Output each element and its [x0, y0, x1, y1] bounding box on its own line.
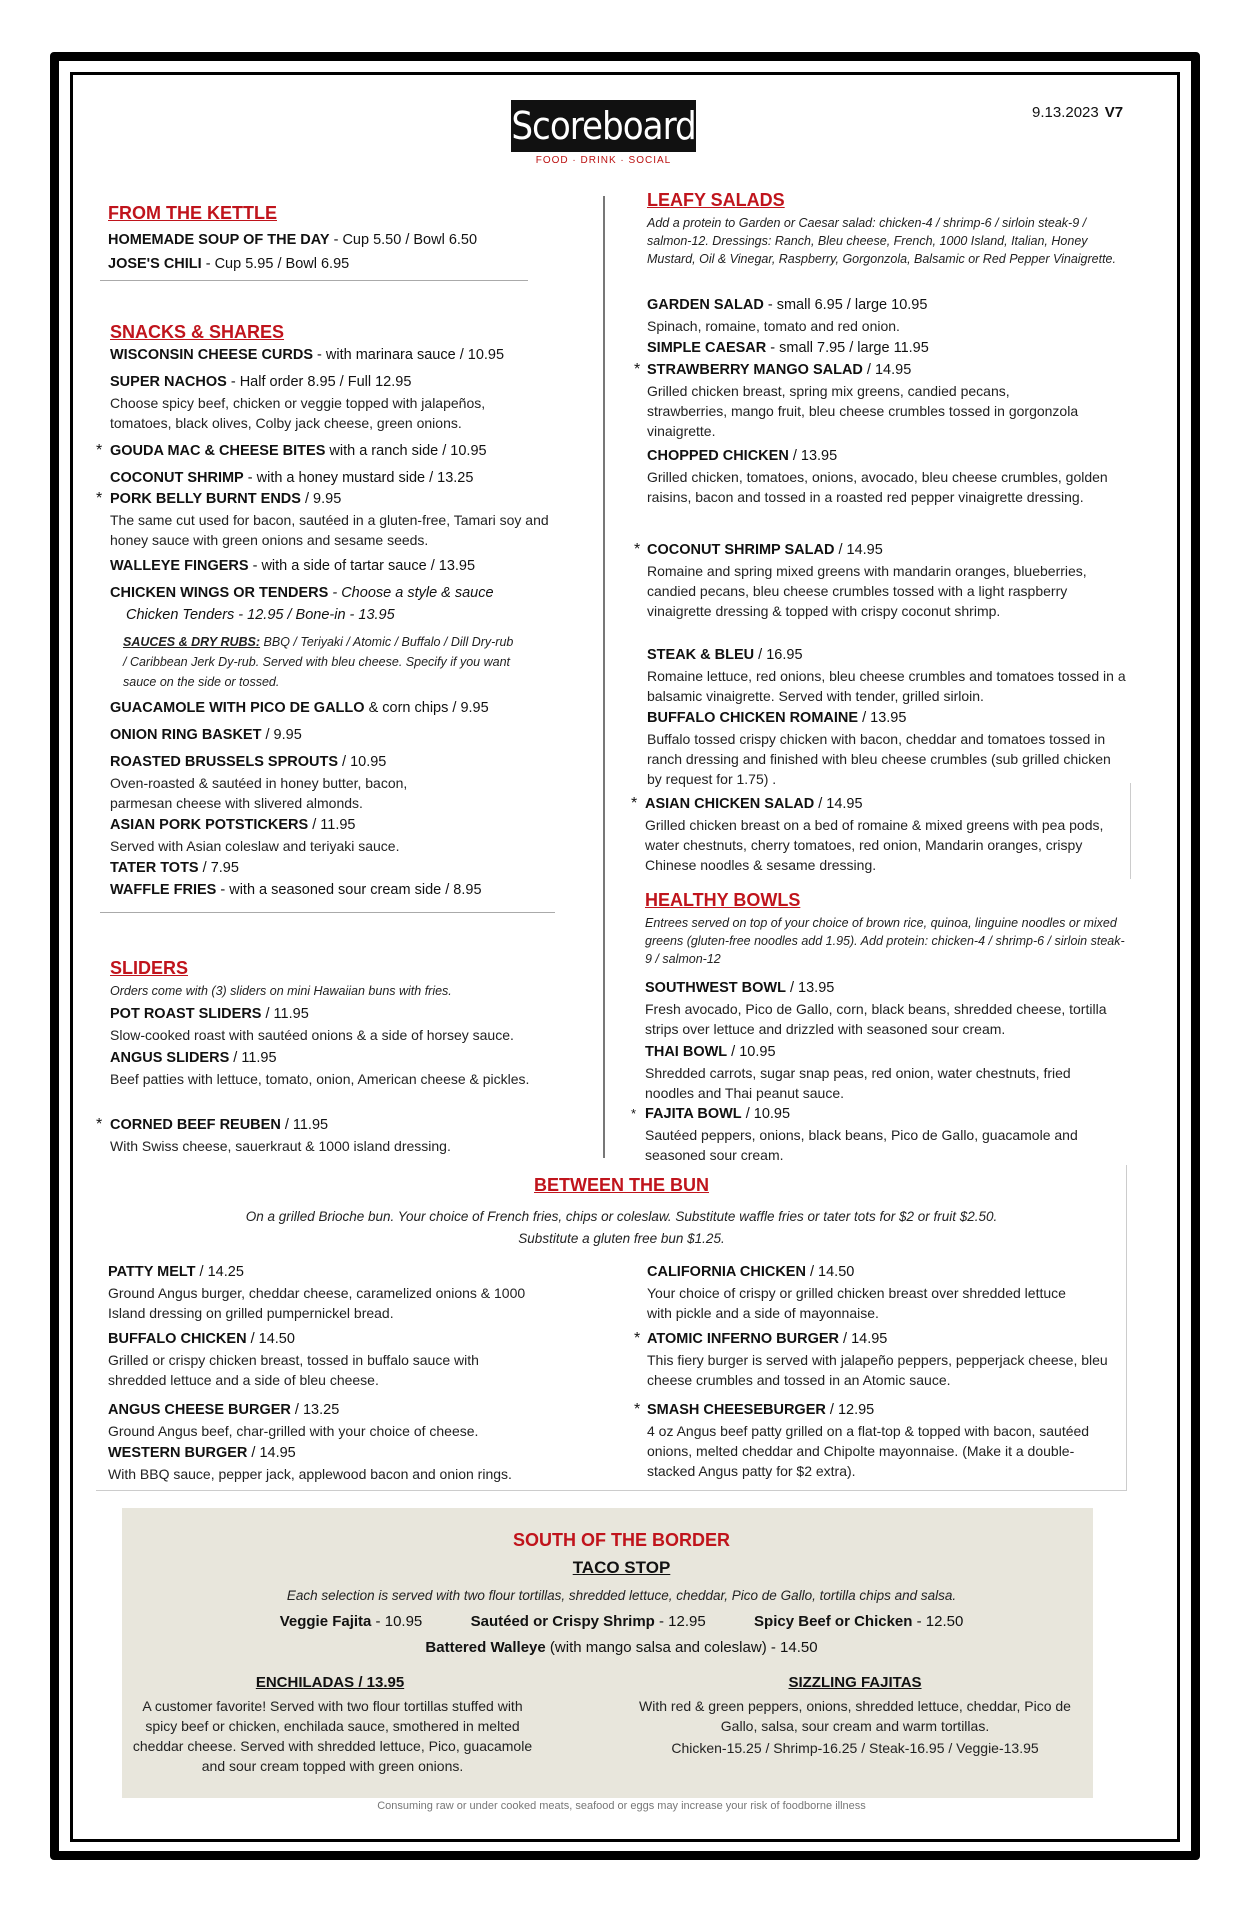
taco-walleye: Battered Walleye (with mango salsa and coleslaw) - 14.50 — [425, 1639, 818, 1656]
star-marker: * — [96, 442, 103, 459]
item-description: Grilled chicken breast, spring mix greens, candied pecans, strawberries, mango fruit, bleu cheese crumbles tossed in gorgonzola vinaigrette. — [647, 383, 1079, 439]
list-item: ASIAN PORK POTSTICKERS / 11.95 — [110, 817, 356, 833]
star-marker: * — [634, 541, 641, 558]
menu-date: 9.13.2023 V7 — [1032, 104, 1124, 121]
fajitas-description: With red & green peppers, onions, shredded lettuce, cheddar, Pico de Gallo, salsa, sour cream and warm tortillas. — [639, 1698, 1071, 1734]
item-description: Romaine lettuce, red onions, bleu cheese crumbles and tomatoes tossed in a balsamic vinaigrette. Served with tender, grilled sirloin. — [647, 668, 1126, 704]
list-item: SMASH CHEESEBURGER / 12.95 — [647, 1402, 875, 1418]
list-item: JOSE'S CHILI - Cup 5.95 / Bowl 6.95 — [108, 256, 350, 272]
item-description: Served with Asian coleslaw and teriyaki sauce. — [110, 838, 400, 854]
star-marker: * — [631, 1106, 637, 1121]
border-title: SOUTH OF THE BORDER — [512, 1530, 730, 1550]
list-item: ANGUS SLIDERS / 11.95 — [110, 1050, 277, 1066]
fajitas-title: SIZZLING FAJITAS — [788, 1674, 922, 1691]
list-item: SUPER NACHOS - Half order 8.95 / Full 12.95 — [110, 374, 412, 390]
fajitas-prices: Chicken-15.25 / Shrimp-16.25 / Steak-16.95 / Veggie-13.95 — [671, 1740, 1039, 1756]
star-marker: * — [634, 361, 641, 378]
taco-note: Each selection is served with two flour tortillas, shredded lettuce, cheddar, Pico de Gallo, tortilla chips and salsa. — [286, 1588, 957, 1603]
column-divider — [603, 196, 605, 1158]
item-description: Grilled or crispy chicken breast, tossed in buffalo sauce with shredded lettuce and a side of bleu cheese. — [108, 1352, 479, 1388]
item-description: Ground Angus burger, cheddar cheese, caramelized onions & 1000 Island dressing on grilled pumpernickel bread. — [108, 1285, 526, 1321]
list-item: COCONUT SHRIMP SALAD / 14.95 — [647, 542, 883, 558]
list-item: SIMPLE CAESAR - small 7.95 / large 11.95 — [647, 340, 929, 356]
item-prices: Chicken Tenders - 12.95 / Bone-in - 13.95 — [126, 607, 395, 623]
list-item: FAJITA BOWL / 10.95 — [645, 1106, 791, 1122]
snacks-title: SNACKS & SHARES — [110, 322, 285, 342]
item-description: Spinach, romaine, tomato and red onion. — [647, 318, 900, 334]
logo-tagline: FOOD · DRINK · SOCIAL — [535, 155, 672, 166]
list-item: ONION RING BASKET / 9.95 — [110, 727, 302, 743]
highlight-border — [640, 783, 1131, 879]
list-item: BUFFALO CHICKEN / 14.50 — [108, 1331, 295, 1347]
list-item: ATOMIC INFERNO BURGER / 14.95 — [647, 1331, 888, 1347]
item-description: Sautéed peppers, onions, black beans, Pico de Gallo, guacamole and seasoned sour cream. — [645, 1127, 1078, 1163]
list-item: PORK BELLY BURNT ENDS / 9.95 — [110, 491, 342, 507]
logo: Scoreboard — [511, 100, 696, 152]
list-item: SOUTHWEST BOWL / 13.95 — [645, 980, 835, 996]
item-description: With BBQ sauce, pepper jack, applewood bacon and onion rings. — [108, 1466, 512, 1482]
enchiladas-title: ENCHILADAS / 13.95 — [255, 1674, 405, 1691]
list-item: WISCONSIN CHEESE CURDS - with marinara sauce / 10.95 — [110, 347, 505, 363]
list-item: ANGUS CHEESE BURGER / 13.25 — [108, 1402, 340, 1418]
item-description: The same cut used for bacon, sautéed in a gluten-free, Tamari soy and honey sauce with green onions and sesame seeds. — [110, 512, 549, 548]
divider — [100, 280, 528, 281]
list-item: ROASTED BRUSSELS SPROUTS / 10.95 — [110, 754, 387, 770]
item-description: Buffalo tossed crispy chicken with bacon, cheddar and tomatoes tossed in ranch dressing and finished with bleu cheese crumbles (sub grilled chicken by request for 1.75) . — [647, 731, 1111, 787]
bowls-title: HEALTHY BOWLS — [645, 890, 801, 910]
item-description: Fresh avocado, Pico de Gallo, corn, black beans, shredded cheese, tortilla strips over lettuce and drizzled with seasoned sour cream. — [645, 1001, 1107, 1037]
list-item: CALIFORNIA CHICKEN / 14.50 — [647, 1264, 855, 1280]
list-item: WALLEYE FINGERS - with a side of tartar sauce / 13.95 — [110, 558, 476, 574]
list-item: ASIAN CHICKEN SALAD / 14.95 — [645, 796, 863, 812]
list-item: POT ROAST SLIDERS / 11.95 — [110, 1006, 309, 1022]
list-item: CHOPPED CHICKEN / 13.95 — [647, 448, 838, 464]
list-item: CORNED BEEF REUBEN / 11.95 — [110, 1117, 329, 1133]
sauces-note: SAUCES & DRY RUBS: BBQ / Teriyaki / Atomic / Buffalo / Dill Dry-rub / Caribbean Jerk Dy-rub. Served with bleu cheese. Specify if you want sauce on the side or tossed. — [123, 635, 514, 689]
item-description: Shredded carrots, sugar snap peas, red onion, water chestnuts, fried noodles and Thai peanut sauce. — [645, 1065, 1071, 1101]
disclaimer: Consuming raw or under cooked meats, seafood or eggs may increase your risk of foodborne illness — [377, 1800, 866, 1812]
salads-title: LEAFY SALADS — [647, 190, 785, 210]
item-description: This fiery burger is served with jalapeño peppers, pepperjack cheese, bleu cheese crumbles and tossed in an Atomic sauce. — [647, 1352, 1108, 1388]
item-description: Ground Angus beef, char-grilled with your choice of cheese. — [108, 1423, 479, 1439]
item-description: With Swiss cheese, sauerkraut & 1000 island dressing. — [110, 1138, 451, 1154]
star-marker: * — [96, 490, 103, 507]
sliders-title: SLIDERS — [110, 958, 189, 978]
list-item: STRAWBERRY MANGO SALAD / 14.95 — [647, 362, 912, 378]
list-item: GOUDA MAC & CHEESE BITES with a ranch side / 10.95 — [110, 443, 487, 459]
salads-note: Add a protein to Garden or Caesar salad: chicken-4 / shrimp-6 / sirloin steak-9 / salmon-12. Dressings: Ranch, Bleu cheese, French, 1000 Island, Italian, Honey Mustard, Oil & Vinegar, Raspberry, Gorgonzola, Balsamic or Red Pepper Vinaigrette. — [647, 216, 1116, 266]
bun-title: BETWEEN THE BUN — [534, 1175, 709, 1195]
list-item: CHICKEN WINGS OR TENDERS - Choose a style & sauce — [110, 585, 494, 601]
list-item: WESTERN BURGER / 14.95 — [108, 1445, 296, 1461]
list-item: TATER TOTS / 7.95 — [110, 860, 239, 876]
star-marker: * — [631, 795, 638, 812]
divider — [100, 912, 555, 913]
item-description: Your choice of crispy or grilled chicken breast over shredded lettuce with pickle and a side of mayonnaise. — [647, 1285, 1066, 1321]
item-description: Grilled chicken, tomatoes, onions, avocado, bleu cheese crumbles, golden raisins, bacon and tossed in a roasted red pepper vinaigrette dressing. — [647, 469, 1108, 505]
list-item: COCONUT SHRIMP - with a honey mustard side / 13.25 — [110, 470, 474, 486]
star-marker: * — [96, 1116, 103, 1133]
list-item: WAFFLE FRIES - with a seasoned sour cream side / 8.95 — [110, 882, 482, 898]
list-item: PATTY MELT / 14.25 — [108, 1264, 244, 1280]
taco-title: TACO STOP — [572, 1558, 671, 1577]
item-description: Grilled chicken breast on a bed of romaine & mixed greens with pea pods, water chestnuts, cherry tomatoes, red onion, Mandarin oranges, crispy Chinese noodles & sesame dressing. — [645, 817, 1104, 873]
sliders-note: Orders come with (3) sliders on mini Hawaiian buns with fries. — [110, 984, 452, 998]
star-marker: * — [634, 1401, 641, 1418]
item-description: Beef patties with lettuce, tomato, onion, American cheese & pickles. — [110, 1071, 530, 1087]
list-item: STEAK & BLEU / 16.95 — [647, 647, 803, 663]
star-marker: * — [634, 1330, 641, 1347]
list-item: HOMEMADE SOUP OF THE DAY - Cup 5.50 / Bowl 6.50 — [108, 232, 478, 248]
kettle-title: FROM THE KETTLE — [108, 203, 277, 223]
list-item: BUFFALO CHICKEN ROMAINE / 13.95 — [647, 710, 907, 726]
enchiladas-description: A customer favorite! Served with two flour tortillas stuffed with spicy beef or chicken, enchilada sauce, smothered in melted cheddar cheese. Served with shredded lettuce, Pico, guacamole and sour cream topped with green onions. — [132, 1698, 533, 1774]
item-description: Romaine and spring mixed greens with mandarin oranges, blueberries, candied pecans, bleu cheese crumbles tossed with a light raspberry vinaigrette dressing & topped with crispy coconut shrimp. — [647, 563, 1087, 619]
item-description: Slow-cooked roast with sautéed onions & a side of horsey sauce. — [110, 1027, 514, 1043]
bun-note-gluten: Substitute a gluten free bun $1.25. — [518, 1231, 725, 1246]
list-item: GUACAMOLE WITH PICO DE GALLO & corn chips / 9.95 — [110, 700, 489, 716]
bowls-note: Entrees served on top of your choice of brown rice, quinoa, linguine noodles or mixed greens (gluten-free noodles add 1.95). Add protein: chicken-4 / shrimp-6 / sirloin steak-9 / salmon-12 — [645, 916, 1125, 966]
list-item: GARDEN SALAD - small 6.95 / large 10.95 — [647, 297, 928, 313]
list-item: THAI BOWL / 10.95 — [645, 1044, 776, 1060]
taco-options: Veggie Fajita - 10.95 Sautéed or Crispy Shrimp - 12.95 Spicy Beef or Chicken - 12.50 — [279, 1613, 964, 1630]
item-description: 4 oz Angus beef patty grilled on a flat-top & topped with bacon, sautéed onions, melted cheddar and Chipolte mayonnaise. (Make it a double-stacked Angus patty for $2 extra). — [647, 1423, 1090, 1479]
bun-note: On a grilled Brioche bun. Your choice of French fries, chips or coleslaw. Substitute waffle fries or tater tots for $2 or fruit $2.50. — [245, 1209, 998, 1224]
item-description: Oven-roasted & sautéed in honey butter, bacon, parmesan cheese with slivered almonds. — [110, 775, 408, 811]
item-description: Choose spicy beef, chicken or veggie topped with jalapeños, tomatoes, black olives, Colby jack cheese, green onions. — [110, 395, 486, 431]
